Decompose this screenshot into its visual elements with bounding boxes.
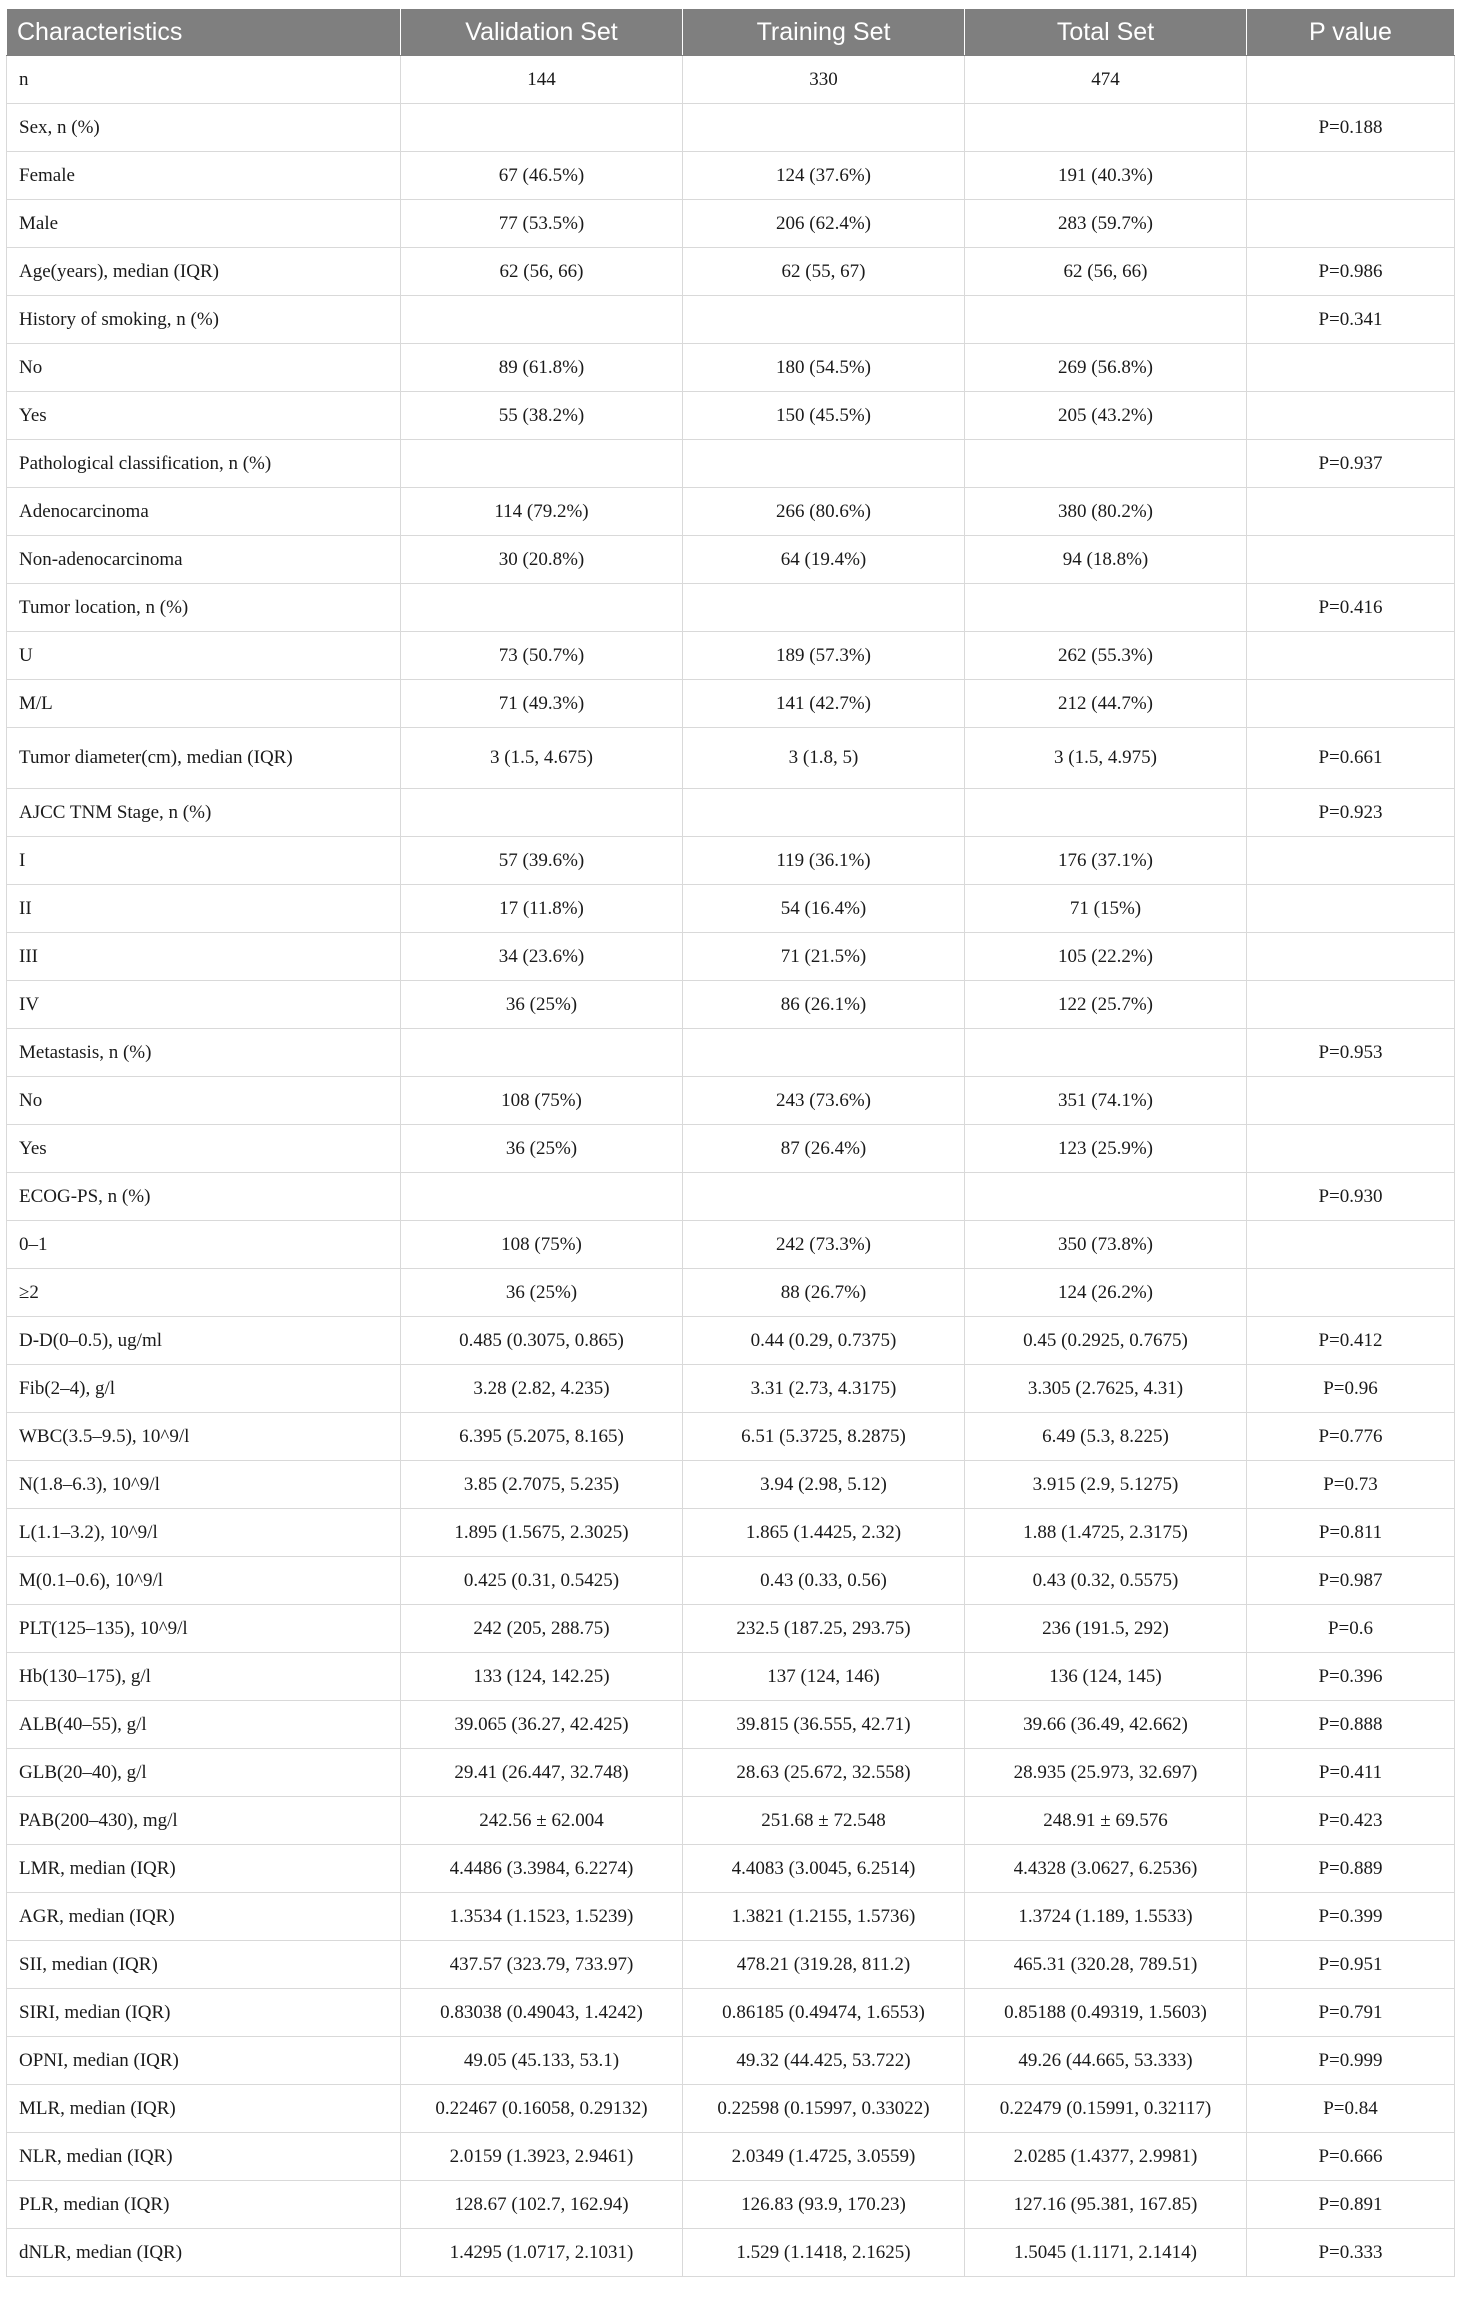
header-training-set: Training Set [683,9,965,56]
cell-total-set [965,104,1247,152]
cell-training-set: 180 (54.5%) [683,344,965,392]
cell-total-set: 127.16 (95.381, 167.85) [965,2181,1247,2229]
cell-training-set: 1.3821 (1.2155, 1.5736) [683,1893,965,1941]
cell-characteristic: Sex, n (%) [7,104,401,152]
cell-characteristic: 0–1 [7,1221,401,1269]
cell-total-set: 0.43 (0.32, 0.5575) [965,1557,1247,1605]
cell-validation-set [401,104,683,152]
cell-characteristic: dNLR, median (IQR) [7,2229,401,2277]
table-row [7,296,1455,344]
cell-p-value: P=0.888 [1247,1701,1455,1749]
cell-characteristic: History of smoking, n (%) [7,296,401,344]
cell-training-set [683,104,965,152]
cell-p-value: P=0.923 [1247,789,1455,837]
table-row [7,392,1455,440]
cell-characteristic: SII, median (IQR) [7,1941,401,1989]
cell-total-set: 0.45 (0.2925, 0.7675) [965,1317,1247,1365]
cell-total-set: 62 (56, 66) [965,248,1247,296]
table-row [7,1461,1455,1509]
cell-p-value: P=0.399 [1247,1893,1455,1941]
cell-validation-set: 17 (11.8%) [401,885,683,933]
cell-p-value: P=0.84 [1247,2085,1455,2133]
cell-training-set: 150 (45.5%) [683,392,965,440]
cell-total-set [965,1029,1247,1077]
cell-total-set [965,440,1247,488]
cell-validation-set: 6.395 (5.2075, 8.165) [401,1413,683,1461]
cell-total-set: 4.4328 (3.0627, 6.2536) [965,1845,1247,1893]
characteristics-table [6,8,1455,2277]
cell-characteristic: PLR, median (IQR) [7,2181,401,2229]
cell-validation-set: 242 (205, 288.75) [401,1605,683,1653]
cell-total-set: 1.5045 (1.1171, 2.1414) [965,2229,1247,2277]
cell-p-value: P=0.776 [1247,1413,1455,1461]
cell-p-value: P=0.811 [1247,1509,1455,1557]
table-row [7,1893,1455,1941]
cell-validation-set [401,440,683,488]
cell-validation-set: 1.895 (1.5675, 2.3025) [401,1509,683,1557]
table-row [7,1749,1455,1797]
cell-validation-set: 49.05 (45.133, 53.1) [401,2037,683,2085]
cell-total-set: 3.915 (2.9, 5.1275) [965,1461,1247,1509]
cell-validation-set: 133 (124, 142.25) [401,1653,683,1701]
cell-total-set: 2.0285 (1.4377, 2.9981) [965,2133,1247,2181]
table-row [7,1413,1455,1461]
cell-validation-set: 39.065 (36.27, 42.425) [401,1701,683,1749]
cell-p-value [1247,632,1455,680]
cell-total-set: 0.85188 (0.49319, 1.5603) [965,1989,1247,2037]
table-row [7,200,1455,248]
cell-training-set: 88 (26.7%) [683,1269,965,1317]
cell-characteristic: II [7,885,401,933]
cell-total-set: 474 [965,56,1247,104]
cell-validation-set: 71 (49.3%) [401,680,683,728]
cell-total-set: 39.66 (36.49, 42.662) [965,1701,1247,1749]
cell-validation-set [401,584,683,632]
table-row [7,2037,1455,2085]
header-validation-set: Validation Set [401,9,683,56]
cell-p-value: P=0.891 [1247,2181,1455,2229]
table-row [7,344,1455,392]
cell-characteristic: ECOG-PS, n (%) [7,1173,401,1221]
cell-characteristic: SIRI, median (IQR) [7,1989,401,2037]
cell-p-value [1247,152,1455,200]
header-total-set: Total Set [965,9,1247,56]
table-row [7,488,1455,536]
table-body [7,56,1455,2277]
cell-training-set: 243 (73.6%) [683,1077,965,1125]
cell-validation-set [401,1029,683,1077]
cell-p-value: P=0.791 [1247,1989,1455,2037]
cell-training-set: 62 (55, 67) [683,248,965,296]
cell-training-set: 28.63 (25.672, 32.558) [683,1749,965,1797]
cell-p-value: P=0.987 [1247,1557,1455,1605]
cell-validation-set: 108 (75%) [401,1077,683,1125]
table-row [7,1173,1455,1221]
cell-training-set: 478.21 (319.28, 811.2) [683,1941,965,1989]
cell-characteristic: Female [7,152,401,200]
cell-total-set: 3 (1.5, 4.975) [965,728,1247,789]
cell-training-set: 54 (16.4%) [683,885,965,933]
cell-training-set [683,296,965,344]
cell-p-value: P=0.411 [1247,1749,1455,1797]
cell-p-value: P=0.953 [1247,1029,1455,1077]
cell-validation-set: 0.22467 (0.16058, 0.29132) [401,2085,683,2133]
cell-validation-set: 30 (20.8%) [401,536,683,584]
cell-total-set: 136 (124, 145) [965,1653,1247,1701]
cell-training-set: 251.68 ± 72.548 [683,1797,965,1845]
cell-total-set: 269 (56.8%) [965,344,1247,392]
table-row [7,2229,1455,2277]
table-row [7,1509,1455,1557]
table-row [7,789,1455,837]
cell-training-set: 39.815 (36.555, 42.71) [683,1701,965,1749]
cell-p-value [1247,344,1455,392]
cell-total-set: 94 (18.8%) [965,536,1247,584]
cell-validation-set: 34 (23.6%) [401,933,683,981]
cell-training-set: 86 (26.1%) [683,981,965,1029]
cell-training-set: 2.0349 (1.4725, 3.0559) [683,2133,965,2181]
cell-training-set: 1.529 (1.1418, 2.1625) [683,2229,965,2277]
table-row [7,981,1455,1029]
cell-p-value: P=0.937 [1247,440,1455,488]
cell-total-set [965,789,1247,837]
cell-training-set: 4.4083 (3.0045, 6.2514) [683,1845,965,1893]
cell-training-set: 206 (62.4%) [683,200,965,248]
cell-characteristic: Yes [7,1125,401,1173]
cell-total-set: 6.49 (5.3, 8.225) [965,1413,1247,1461]
table-row [7,1989,1455,2037]
cell-total-set: 0.22479 (0.15991, 0.32117) [965,2085,1247,2133]
cell-total-set [965,1173,1247,1221]
table-row [7,1653,1455,1701]
cell-characteristic: I [7,837,401,885]
cell-validation-set: 36 (25%) [401,981,683,1029]
cell-p-value: P=0.951 [1247,1941,1455,1989]
cell-training-set: 266 (80.6%) [683,488,965,536]
cell-characteristic: Tumor location, n (%) [7,584,401,632]
table-row [7,1365,1455,1413]
cell-validation-set: 89 (61.8%) [401,344,683,392]
cell-p-value: P=0.889 [1247,1845,1455,1893]
cell-characteristic: NLR, median (IQR) [7,2133,401,2181]
cell-characteristic: Pathological classification, n (%) [7,440,401,488]
cell-validation-set: 128.67 (102.7, 162.94) [401,2181,683,2229]
header-row [7,9,1455,56]
table-row [7,1029,1455,1077]
table-row [7,2133,1455,2181]
cell-training-set: 242 (73.3%) [683,1221,965,1269]
table-row [7,2085,1455,2133]
cell-validation-set: 3 (1.5, 4.675) [401,728,683,789]
cell-characteristic: PLT(125–135), 10^9/l [7,1605,401,1653]
cell-total-set: 1.88 (1.4725, 2.3175) [965,1509,1247,1557]
cell-validation-set: 0.83038 (0.49043, 1.4242) [401,1989,683,2037]
cell-characteristic: IV [7,981,401,1029]
cell-training-set: 0.44 (0.29, 0.7375) [683,1317,965,1365]
cell-training-set: 3 (1.8, 5) [683,728,965,789]
cell-characteristic: AJCC TNM Stage, n (%) [7,789,401,837]
table-row [7,104,1455,152]
cell-validation-set [401,789,683,837]
cell-characteristic: Hb(130–175), g/l [7,1653,401,1701]
cell-validation-set: 4.4486 (3.3984, 6.2274) [401,1845,683,1893]
table-row [7,1221,1455,1269]
cell-training-set: 6.51 (5.3725, 8.2875) [683,1413,965,1461]
cell-characteristic: M/L [7,680,401,728]
cell-validation-set: 36 (25%) [401,1125,683,1173]
cell-p-value: P=0.333 [1247,2229,1455,2277]
table-row [7,152,1455,200]
cell-p-value: P=0.188 [1247,104,1455,152]
table-row [7,837,1455,885]
cell-characteristic: OPNI, median (IQR) [7,2037,401,2085]
cell-p-value: P=0.412 [1247,1317,1455,1365]
cell-training-set: 71 (21.5%) [683,933,965,981]
cell-validation-set: 3.28 (2.82, 4.235) [401,1365,683,1413]
cell-characteristic: GLB(20–40), g/l [7,1749,401,1797]
cell-p-value: P=0.416 [1247,584,1455,632]
cell-training-set: 0.22598 (0.15997, 0.33022) [683,2085,965,2133]
table-row [7,1557,1455,1605]
table-row [7,584,1455,632]
table-row [7,536,1455,584]
cell-training-set [683,440,965,488]
cell-training-set: 3.94 (2.98, 5.12) [683,1461,965,1509]
table-row [7,1317,1455,1365]
cell-p-value [1247,885,1455,933]
cell-characteristic: III [7,933,401,981]
cell-total-set [965,296,1247,344]
cell-total-set: 176 (37.1%) [965,837,1247,885]
table-header [7,9,1455,56]
cell-training-set: 124 (37.6%) [683,152,965,200]
cell-training-set [683,584,965,632]
cell-total-set: 123 (25.9%) [965,1125,1247,1173]
cell-validation-set: 242.56 ± 62.004 [401,1797,683,1845]
cell-characteristic: ALB(40–55), g/l [7,1701,401,1749]
cell-total-set: 49.26 (44.665, 53.333) [965,2037,1247,2085]
cell-total-set: 28.935 (25.973, 32.697) [965,1749,1247,1797]
cell-training-set: 0.86185 (0.49474, 1.6553) [683,1989,965,2037]
cell-characteristic: M(0.1–0.6), 10^9/l [7,1557,401,1605]
cell-p-value [1247,200,1455,248]
cell-validation-set: 3.85 (2.7075, 5.235) [401,1461,683,1509]
cell-characteristic: AGR, median (IQR) [7,1893,401,1941]
cell-characteristic: Adenocarcinoma [7,488,401,536]
cell-p-value: P=0.341 [1247,296,1455,344]
cell-characteristic: L(1.1–3.2), 10^9/l [7,1509,401,1557]
cell-training-set: 3.31 (2.73, 4.3175) [683,1365,965,1413]
cell-p-value: P=0.96 [1247,1365,1455,1413]
cell-p-value [1247,488,1455,536]
table-row [7,248,1455,296]
cell-p-value: P=0.999 [1247,2037,1455,2085]
cell-characteristic: Fib(2–4), g/l [7,1365,401,1413]
cell-validation-set: 437.57 (323.79, 733.97) [401,1941,683,1989]
cell-p-value: P=0.396 [1247,1653,1455,1701]
cell-p-value: P=0.986 [1247,248,1455,296]
cell-training-set: 232.5 (187.25, 293.75) [683,1605,965,1653]
table-row [7,1125,1455,1173]
cell-training-set: 64 (19.4%) [683,536,965,584]
cell-characteristic: Age(years), median (IQR) [7,248,401,296]
cell-characteristic: ≥2 [7,1269,401,1317]
cell-validation-set: 57 (39.6%) [401,837,683,885]
cell-total-set: 350 (73.8%) [965,1221,1247,1269]
cell-validation-set: 29.41 (26.447, 32.748) [401,1749,683,1797]
table-row [7,933,1455,981]
cell-validation-set: 2.0159 (1.3923, 2.9461) [401,2133,683,2181]
header-p-value: P value [1247,9,1455,56]
cell-total-set: 248.91 ± 69.576 [965,1797,1247,1845]
cell-total-set: 122 (25.7%) [965,981,1247,1029]
cell-p-value [1247,536,1455,584]
cell-validation-set: 77 (53.5%) [401,200,683,248]
table-row [7,632,1455,680]
cell-training-set: 137 (124, 146) [683,1653,965,1701]
cell-p-value [1247,1125,1455,1173]
cell-p-value: P=0.930 [1247,1173,1455,1221]
cell-total-set: 351 (74.1%) [965,1077,1247,1125]
cell-characteristic: No [7,344,401,392]
cell-characteristic: Non-adenocarcinoma [7,536,401,584]
cell-total-set: 283 (59.7%) [965,200,1247,248]
cell-p-value [1247,837,1455,885]
cell-validation-set: 0.425 (0.31, 0.5425) [401,1557,683,1605]
cell-total-set: 262 (55.3%) [965,632,1247,680]
cell-validation-set [401,1173,683,1221]
cell-p-value [1247,933,1455,981]
cell-p-value: P=0.73 [1247,1461,1455,1509]
cell-training-set [683,789,965,837]
cell-characteristic: LMR, median (IQR) [7,1845,401,1893]
cell-validation-set: 73 (50.7%) [401,632,683,680]
cell-validation-set: 108 (75%) [401,1221,683,1269]
cell-validation-set: 1.4295 (1.0717, 2.1031) [401,2229,683,2277]
cell-total-set: 71 (15%) [965,885,1247,933]
cell-p-value [1247,1077,1455,1125]
cell-p-value [1247,1221,1455,1269]
cell-training-set: 330 [683,56,965,104]
cell-p-value [1247,392,1455,440]
cell-validation-set: 55 (38.2%) [401,392,683,440]
cell-p-value: P=0.666 [1247,2133,1455,2181]
cell-total-set: 236 (191.5, 292) [965,1605,1247,1653]
cell-characteristic: Metastasis, n (%) [7,1029,401,1077]
cell-characteristic: Tumor diameter(cm), median (IQR) [7,728,401,789]
cell-training-set: 0.43 (0.33, 0.56) [683,1557,965,1605]
cell-characteristic: No [7,1077,401,1125]
cell-validation-set: 62 (56, 66) [401,248,683,296]
cell-validation-set [401,296,683,344]
cell-training-set: 189 (57.3%) [683,632,965,680]
table-row [7,1605,1455,1653]
cell-characteristic: MLR, median (IQR) [7,2085,401,2133]
cell-training-set: 87 (26.4%) [683,1125,965,1173]
cell-characteristic: WBC(3.5–9.5), 10^9/l [7,1413,401,1461]
cell-characteristic: U [7,632,401,680]
cell-training-set [683,1029,965,1077]
table-row [7,1797,1455,1845]
cell-total-set: 205 (43.2%) [965,392,1247,440]
cell-characteristic: PAB(200–430), mg/l [7,1797,401,1845]
cell-p-value [1247,1269,1455,1317]
cell-validation-set: 0.485 (0.3075, 0.865) [401,1317,683,1365]
table-row [7,728,1455,789]
cell-total-set: 380 (80.2%) [965,488,1247,536]
table-row [7,1269,1455,1317]
table-row [7,1701,1455,1749]
cell-p-value: P=0.6 [1247,1605,1455,1653]
cell-training-set: 126.83 (93.9, 170.23) [683,2181,965,2229]
cell-p-value [1247,981,1455,1029]
cell-total-set: 212 (44.7%) [965,680,1247,728]
cell-training-set [683,1173,965,1221]
cell-characteristic: Male [7,200,401,248]
cell-characteristic: Yes [7,392,401,440]
table-row [7,680,1455,728]
table-row [7,1077,1455,1125]
cell-validation-set: 36 (25%) [401,1269,683,1317]
cell-characteristic: n [7,56,401,104]
cell-total-set: 3.305 (2.7625, 4.31) [965,1365,1247,1413]
table-row [7,885,1455,933]
cell-characteristic: D-D(0–0.5), ug/ml [7,1317,401,1365]
cell-total-set: 191 (40.3%) [965,152,1247,200]
table-row [7,1941,1455,1989]
cell-validation-set: 1.3534 (1.1523, 1.5239) [401,1893,683,1941]
cell-validation-set: 144 [401,56,683,104]
cell-training-set: 119 (36.1%) [683,837,965,885]
cell-total-set: 465.31 (320.28, 789.51) [965,1941,1247,1989]
cell-validation-set: 67 (46.5%) [401,152,683,200]
table-row [7,440,1455,488]
cell-total-set: 105 (22.2%) [965,933,1247,981]
cell-total-set [965,584,1247,632]
cell-training-set: 141 (42.7%) [683,680,965,728]
cell-characteristic: N(1.8–6.3), 10^9/l [7,1461,401,1509]
cell-p-value [1247,56,1455,104]
cell-p-value [1247,680,1455,728]
table-row [7,1845,1455,1893]
table-row [7,2181,1455,2229]
cell-training-set: 1.865 (1.4425, 2.32) [683,1509,965,1557]
table-row [7,56,1455,104]
cell-validation-set: 114 (79.2%) [401,488,683,536]
cell-total-set: 124 (26.2%) [965,1269,1247,1317]
cell-training-set: 49.32 (44.425, 53.722) [683,2037,965,2085]
cell-total-set: 1.3724 (1.189, 1.5533) [965,1893,1247,1941]
cell-p-value: P=0.661 [1247,728,1455,789]
cell-p-value: P=0.423 [1247,1797,1455,1845]
header-characteristics: Characteristics [7,9,401,56]
